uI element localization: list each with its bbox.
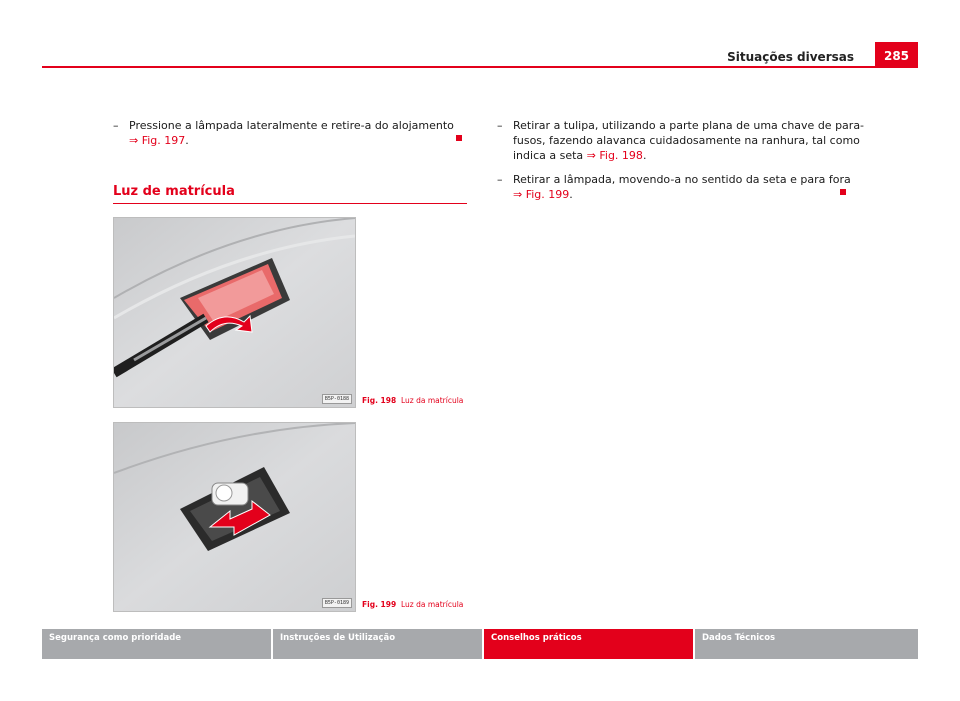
left-step-1 [113, 118, 473, 148]
figure-caption-text: Luz da matrícula [400, 600, 464, 609]
end-of-section-mark [456, 135, 462, 141]
page-number: 285 [875, 42, 918, 66]
figure-reference-link[interactable]: ⇒ Fig. 199 [513, 188, 570, 201]
step-tail: . [569, 188, 573, 201]
step-tail: . [185, 134, 189, 147]
figure-label: Fig. 199 [362, 600, 397, 609]
step-line: Retirar a lâmpada, movendo-a no sentido da seta e para fora [513, 173, 851, 186]
figure-caption-text: Luz da matrícula [400, 396, 464, 405]
step-line: indica a seta [513, 149, 584, 162]
figure-reference-link[interactable]: ⇒ Fig. 197 [129, 134, 186, 147]
step-text: Pressione a lâmpada lateralmente e retire-a do alojamento [129, 119, 454, 132]
step-line: Retirar a tulipa, utilizando a parte plana de uma chave de para- [513, 119, 865, 132]
step-dash: – [497, 119, 503, 132]
footer-tab-safety[interactable]: Segurança como prioridade [42, 629, 271, 659]
figure-code: B5P-0188 [322, 394, 352, 404]
page-header-title: Situações diversas [727, 50, 854, 64]
step-line: fusos, fazendo alavanca cuidadosamente na ranhura, tal como [513, 134, 860, 147]
section-rule [113, 203, 467, 204]
figure-199-caption [362, 600, 463, 609]
footer-tab-instructions[interactable]: Instruções de Utilização [273, 629, 482, 659]
figure-198-caption [362, 396, 463, 405]
figure-code: B5P-0189 [322, 598, 352, 608]
step-dash: – [113, 119, 119, 132]
section-title: Luz de matrícula [113, 184, 235, 199]
end-of-section-mark [840, 189, 846, 195]
footer-tab-practical-advice[interactable]: Conselhos práticos [484, 629, 693, 659]
right-step-2 [497, 172, 877, 202]
figure-reference-link[interactable]: ⇒ Fig. 198 [586, 149, 643, 162]
figure-198-image [113, 217, 356, 408]
footer-tab-technical-data[interactable]: Dados Técnicos [695, 629, 918, 659]
header-rule [42, 66, 918, 68]
figure-label: Fig. 198 [362, 396, 397, 405]
step-dash: – [497, 173, 503, 186]
step-tail: . [642, 149, 647, 162]
figure-199-image [113, 422, 356, 612]
right-step-1 [497, 118, 877, 163]
